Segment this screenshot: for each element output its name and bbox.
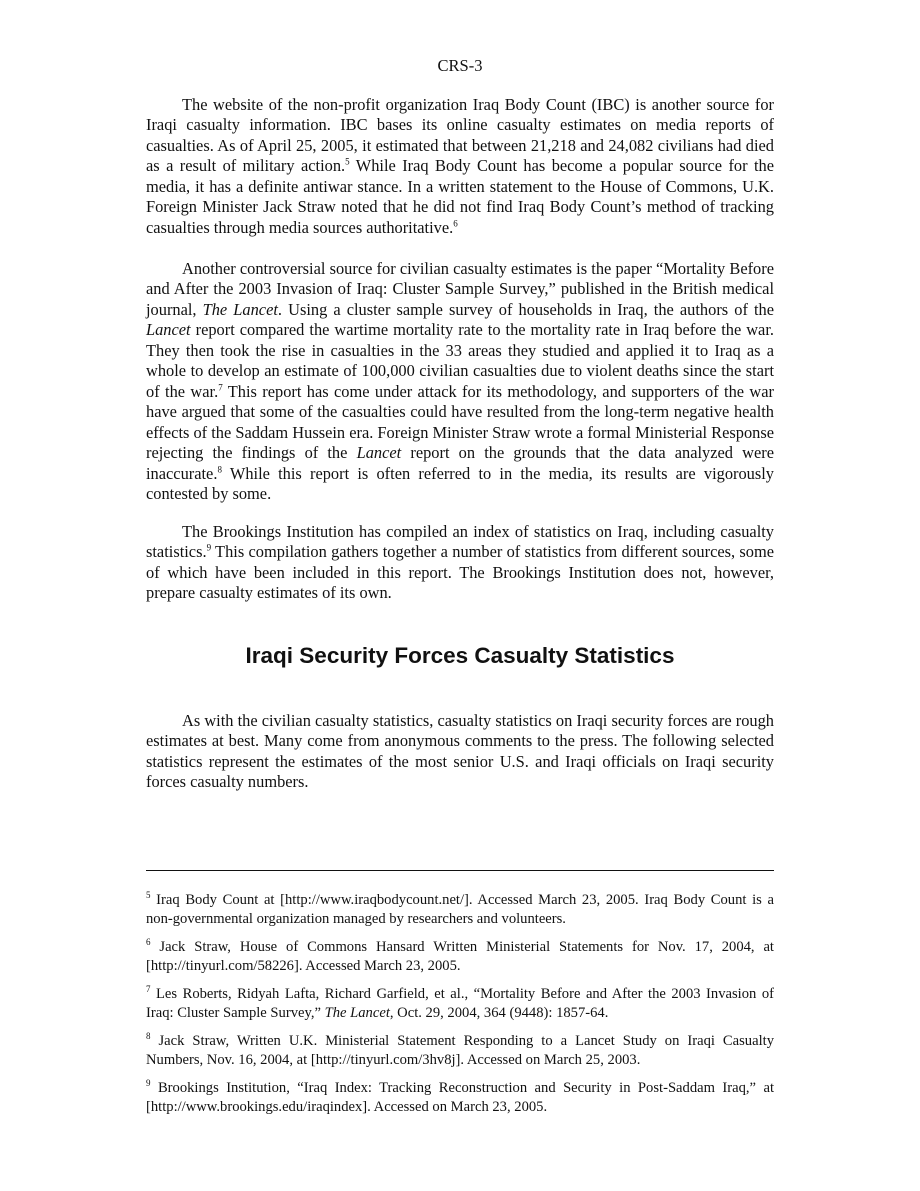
paragraph-text: Another controversial source for civilian casualty estimates is the paper “Mortality Before and After the 2003 Invasion of Iraq: Cluster Sample Survey,” published in the British medical journal, xyxy=(146,259,774,319)
paragraph-text: This report has come under attack for its methodology, and supporters of the war have argued that some of the casualties could have resulted from the long-term negative health effects of the Saddam Hussein era. Foreign Minister Straw wrote a formal Ministerial Response rejecting the findings of the xyxy=(146,381,774,463)
journal-title: Lancet xyxy=(356,443,402,463)
footnote-divider xyxy=(146,870,774,871)
footnote-ref: 9 xyxy=(206,542,212,553)
footnote-number: 7 xyxy=(146,984,151,995)
footnote-text: Iraq Body Count at [http://www.iraqbodycount.net/]. Accessed March 23, 2005. Iraq Body Count is a non-governmental organization managed by researchers and volunteers. xyxy=(146,892,774,927)
journal-title: The Lancet xyxy=(324,1005,390,1021)
paragraph-text: While Iraq Body Count has become a popular source for the media, it has a definite antiwar stance. In a written statement to the House of Commons, U.K. Foreign Minister Jack Straw noted that he did not find Iraq Body Count’s method of tracking casualties through media sources authoritative. xyxy=(146,156,775,237)
footnote-ref: 5 xyxy=(345,156,350,167)
footnote-7 xyxy=(146,985,774,1023)
paragraph-brookings xyxy=(146,522,774,604)
footnote-ref: 7 xyxy=(218,382,223,393)
footnote-9 xyxy=(146,1079,774,1117)
paragraph-text: This compilation gathers together a number of statistics from different sources, some of which have been included in this report. The Brookings Institution does not, however, prepare casualty estimates of its own. xyxy=(146,542,774,603)
paragraph-text: . Using a cluster sample survey of households in Iraq, the authors of the xyxy=(277,299,775,319)
footnote-text: , Oct. 29, 2004, 364 (9448): 1857-64. xyxy=(389,1005,609,1021)
paragraph-text: The website of the non-profit organization Iraq Body Count (IBC) is another source for Iraqi casualty information. IBC bases its online casualty estimates on media reports of casualties. As of April 25, 2005, it estimated that between 21,218 and 24,082 civilians had died as a result of military action. xyxy=(146,95,774,176)
paragraph-text: report on the grounds that the data analyzed were inaccurate. xyxy=(146,443,774,483)
footnote-8 xyxy=(146,1032,774,1070)
footnote-number: 8 xyxy=(146,1031,151,1042)
paragraph-text: As with the civilian casualty statistics, casualty statistics on Iraqi security forces are rough estimates at best. Many come from anonymous comments to the press. The following selected statistics represent the estimates of the most senior U.S. and Iraqi officials on Iraqi security forces casualty numbers. xyxy=(146,711,774,792)
footnote-5 xyxy=(146,891,774,929)
page-number: CRS-3 xyxy=(437,56,483,75)
journal-title: Lancet xyxy=(146,320,191,340)
paragraph-security-forces xyxy=(146,711,774,793)
paragraph-text: While this report is often referred to in the media, its results are vigorously contested by some. xyxy=(146,463,774,503)
footnote-6 xyxy=(146,938,774,976)
paragraph-text: The Brookings Institution has compiled an index of statistics on Iraq, including casualty statistics. xyxy=(146,522,774,562)
footnote-ref: 6 xyxy=(453,218,458,229)
footnote-text: Jack Straw, House of Commons Hansard Written Ministerial Statements for Nov. 17, 2004, at [http://tinyurl.com/58226]. Accessed March 23, 2005. xyxy=(146,939,774,974)
footnote-text: Jack Straw, Written U.K. Ministerial Statement Responding to a Lancet Study on Iraqi Casualty Numbers, Nov. 16, 2004, at [http://tinyurl.com/3hv8j]. Accessed on March 25, 2003. xyxy=(146,1033,774,1068)
footnote-number: 9 xyxy=(146,1078,151,1089)
journal-title: The Lancet xyxy=(202,299,278,319)
paragraph-lancet xyxy=(146,259,774,504)
footnote-number: 5 xyxy=(146,890,151,901)
footnote-text: Les Roberts, Ridyah Lafta, Richard Garfield, et al., “Mortality Before and After the 2003 Invasion of Iraq: Cluster Sample Survey,” xyxy=(146,986,774,1021)
footnote-text: Brookings Institution, “Iraq Index: Tracking Reconstruction and Security in Post-Saddam Iraq,” at [http://www.brookings.edu/iraqindex]. Accessed on March 23, 2005. xyxy=(146,1080,774,1115)
section-heading: Iraqi Security Forces Casualty Statistics xyxy=(245,643,675,668)
paragraph-text: report compared the wartime mortality rate to the mortality rate in Iraq before the war. They then took the rise in casualties in the 33 areas they studied and applied it to Iraq as a whole to develop an estimate of 100,000 civilian casualties due to violent deaths since the start of the war. xyxy=(146,320,774,401)
paragraph-ibc xyxy=(146,95,774,238)
footnote-ref: 8 xyxy=(217,464,222,475)
footnote-number: 6 xyxy=(146,937,151,948)
